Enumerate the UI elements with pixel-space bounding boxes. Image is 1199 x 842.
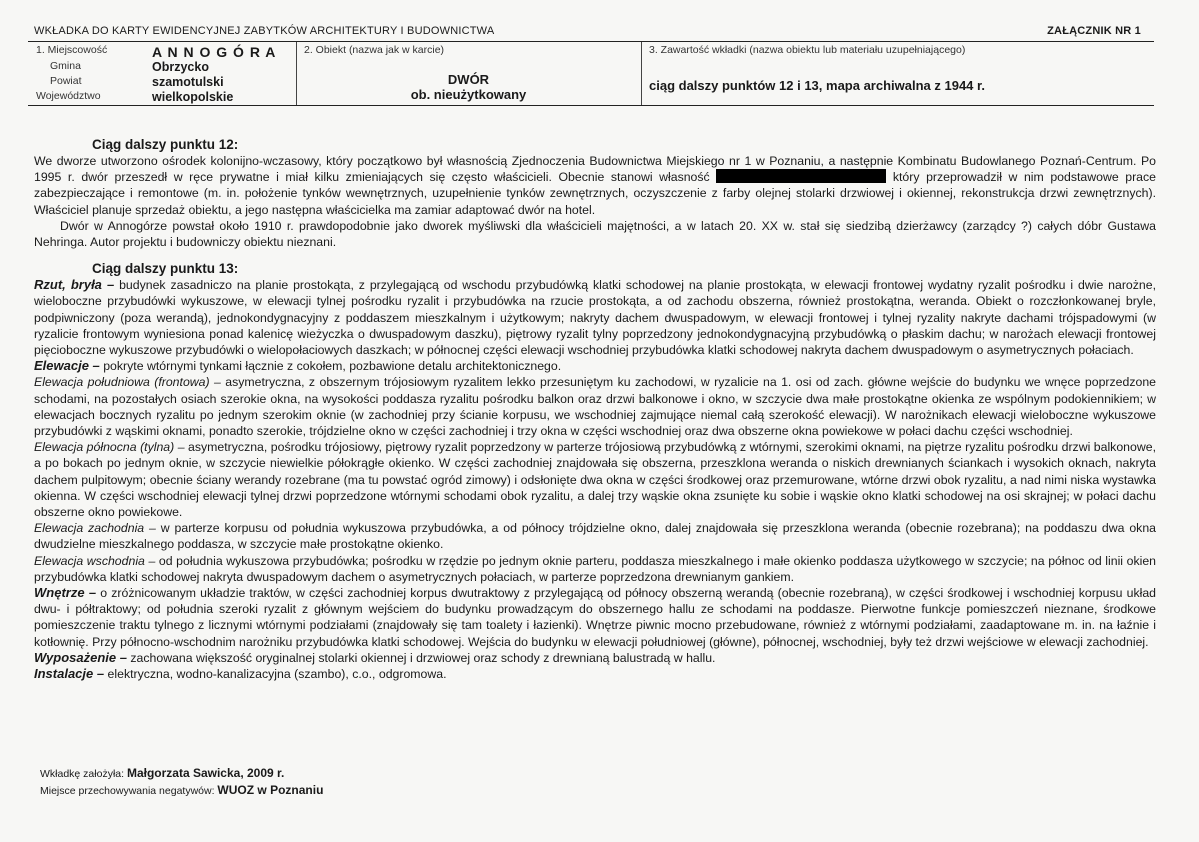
- elewacja-zachodnia-paragraph: [34, 520, 1156, 552]
- instalacje-label: Instalacje –: [34, 666, 105, 682]
- author-line: [40, 765, 323, 782]
- contents-column: [641, 42, 1154, 105]
- gmina-row: [28, 60, 296, 75]
- powiat-row: [28, 75, 296, 90]
- elewacja-polnocna-label: Elewacja północna (tylna) –: [34, 440, 185, 455]
- section-12-paragraph-2: Dwór w Annogórze powstał około 1910 r. prawdopodobnie jako dworek myśliwski dla właścicieli majętności, a w latach 20. XX w. stał się siedzibą dzierżawcy (zarządcy ?) całych dóbr Gustawa Nehringa. Autor projektu i budowniczy obiektu nieznani.: [34, 218, 1156, 250]
- elewacja-wschodnia-text: od południa wykuszowa przybudówka; pośrodku w rzędzie po jednym oknie parteru, poddasza mieszkalnego i małe okienko poddasza użytkowego w szczycie; na północ od linii okien przybudówka klatki schodowej nakryta dwuspadowym dachem o asymetrycznych połaciach, w parterze poprzedzona drewnianym gankiem.: [34, 553, 1157, 584]
- header-table: [28, 41, 1154, 106]
- location-column: [28, 42, 297, 105]
- rzut-text: budynek zasadniczo na planie prostokąta, z przylegającą od wschodu przybudówką klatki schodowej na planie prostokąta, w elewacji frontowej wydatny ryzalit pośrodku i dwie narożne, wieloboczne przybudówki wykuszowe, w elewacji tylnej pośrodku ryzalit i przybudówka na rzucie prostokąta, a od zachodu obszerna, również prostokątna, weranda. Obiekt o rozczłonkowanej bryle, podpiwniczony (poza werandą), jednokondygnacyjny z poddaszem mieszkalnym i użytkowym; nakryty dachem dwuspadowym, w elewacji frontowej i tylnej ryzality nakryte dachami trójspadowymi (w ryzalicie frontowym wyniesiona ponad kalenicę wieżyczka o dwuspadowym daszku), piętrowy ryzalit tylny poprzedzony jednokondygnacyjną przybudówką o płaskim dachu; w narożach elewacji frontowej pięcioboczne wykuszowe przybudówki o wielopołaciowych daszkach; w północnej części elewacji wschodniej przybudówka klatki schodowej nakryta dachem dwuspadowym o asymetrycznych połaciach.: [34, 278, 1157, 358]
- object-line-2: ob. nieużytkowany: [410, 87, 527, 102]
- storage-value: WUOZ w Poznaniu: [217, 783, 324, 797]
- gmina-label: Gmina: [50, 60, 81, 72]
- author-value: Małgorzata Sawicka, 2009 r.: [126, 766, 285, 780]
- object-line-1: DWÓR: [447, 72, 490, 87]
- elewacja-polnocna-paragraph: [34, 439, 1156, 520]
- section-12-heading: Ciąg dalszy punktu 12:: [92, 137, 239, 152]
- storage-line: [40, 782, 323, 799]
- elewacja-poludniowa-label: Elewacja południowa (frontowa) –: [34, 375, 221, 390]
- section-12-text-a: We dworze utworzono ośrodek kolonijno-wczasowy, który początkowo był własnością Zjednoczenia Budownictwa Miejskiego nr 1 w Poznaniu, a następnie Kombinatu Budowlanego Poznań-Centrum. Po 1995 r. dwór przeszedł w ręce prywatne i miał kilku zmieniających się często właścicieli. Obecnie stanowi własność: [34, 154, 1156, 185]
- elewacje-paragraph: [34, 358, 1156, 374]
- form-top-line: [34, 25, 1151, 41]
- elewacja-polnocna-text: asymetryczna, pośrodku trójosiowy, piętrowy ryzalit poprzedzony w parterze trójosiową przybudówką z wtórnymi, szerokimi oknami, na piętrze ryzalitu pośrodku drzwi balkonowe, a po bokach po jednym oknie, w szczycie niewielkie półokrągłe okienko. W części zachodniej znajdowała się obszerna, przeszklona weranda o niskich drewnianych ściankach i wysokich oknach, nakryta dachem pulpitowym; obecnie ściany werandy rozebrane (ma tu powstać ogród zimowy) i odsłonięte dwa okna w części środkowej oraz przemurowane, wtórne drzwi obok ryzalitu, a nad nimi niska wystawka okienna. W części wschodniej elewacji tylnej drzwi poprzedzone wtórnymi schodami obok ryzalitu, a dalej trzy wąskie okna zsunięte ku sobie i wąskie okno klatki schodowej na osi skrajnej; w połaci dachu obszerne okno powiekowe.: [34, 440, 1156, 520]
- powiat-value: szamotulski: [152, 75, 224, 89]
- powiat-label: Powiat: [50, 75, 82, 87]
- instalacje-text: elektryczna, wodno-kanalizacyjna (szambo), c.o., odgromowa.: [107, 667, 447, 682]
- wnetrze-text: o zróżnicowanym układzie traktów, w części zachodniej korpus dwutraktowy z przylegającą od północy obszerną werandą (obecnie rozebraną), w części środkowej i wschodniej korpusu układ dwu- i półtraktowy; od południa szeroki ryzalit z głównym wejściem do budynku prowadzącym do obszernego hallu ze schodami na poddasze. Pierwotne funkcje pomieszczeń nieznane, środkowe pomieszczenie traktu tylnego z licznymi wtórnymi podziałami (znajdowały się tam toalety i łazienki). Wnętrze piwnic mocno przebudowane, również z wtórnymi podziałami, zaadaptowane m. in. na łaźnie i kotłownię. Przy północno-wschodnim narożniku przybudówka klatki schodowej. Wejścia do budynku w elewacji południowej (główne), północnej, wschodniej, były też drzwi wejściowe w elewacji zachodniej.: [34, 586, 1156, 649]
- wyposazenie-label: Wyposażenie –: [34, 649, 127, 665]
- wojewodztwo-value: wielkopolskie: [152, 90, 234, 104]
- wojewodztwo-label: Województwo: [36, 90, 101, 102]
- gmina-value: Obrzycko: [152, 60, 209, 74]
- section-13-heading: Ciąg dalszy punktu 13:: [92, 261, 239, 277]
- wyposazenie-paragraph: [34, 650, 1156, 666]
- contents-label: 3. Zawartość wkładki (nazwa obiektu lub materiału uzupełniającego): [649, 44, 966, 56]
- elewacja-poludniowa-paragraph: [34, 374, 1156, 439]
- elewacja-wschodnia-paragraph: [34, 553, 1156, 585]
- elewacje-text: pokryte wtórnymi tynkami łącznie z cokołem, pozbawione detalu architektonicznego.: [103, 359, 562, 374]
- object-label: 2. Obiekt (nazwa jak w karcie): [304, 44, 445, 56]
- contents-value: ciąg dalszy punktów 12 i 13, mapa archiwalna z 1944 r.: [649, 78, 985, 93]
- wnetrze-label: Wnętrze –: [34, 585, 97, 601]
- instalacje-paragraph: [34, 666, 1156, 682]
- miejscowosc-value: A N N O G Ó R A: [152, 44, 277, 60]
- attachment-number: ZAŁĄCZNIK NR 1: [1047, 25, 1141, 37]
- elewacja-wschodnia-label: Elewacja wschodnia –: [34, 553, 156, 568]
- rzut-label: Rzut, bryła –: [34, 277, 115, 293]
- document-footer: [40, 765, 323, 799]
- form-title: WKŁADKA DO KARTY EWIDENCYJNEJ ZABYTKÓW ARCHITEKTURY I BUDOWNICTWA: [34, 25, 495, 37]
- section-12-paragraph-1: [34, 153, 1156, 218]
- elewacja-zachodnia-text: w parterze korpusu od południa wykuszowa przybudówka, a od północy trójdzielne okno, dalej znajdowała się przeszklona weranda (obecnie rozebrana); na poddaszu dwa okna dwudzielne mieszkalnego poddasza, w szczycie małe prostokątne okienko.: [34, 521, 1157, 552]
- object-column: [296, 42, 642, 105]
- redacted-owner-block: [716, 169, 886, 183]
- elewacje-label: Elewacje –: [34, 358, 100, 374]
- elewacja-zachodnia-label: Elewacja zachodnia –: [34, 521, 156, 536]
- miejscowosc-row: [28, 44, 296, 59]
- wojewodztwo-row: [28, 90, 296, 105]
- elewacja-poludniowa-text: asymetryczna, z obszernym trójosiowym ryzalitem lekko przesuniętym ku zachodowi, w ryzalicie na 1. osi od zach. główne wejście do budynku we wnęce poprzedzone schodami, na pozostałych osiach szerokie okna, na wysokości poddasza ryzalitu pośrodku balkon oraz drzwi balkonowe i okno, w szczycie dwa małe prostokątne okienka ze wspólnym podokiennikiem; w elewacjach bocznych ryzalitu po jednym szerokim oknie (w zachodniej przy ścianie korpusu, we wschodniej zajmujące niemal całą szerokość elewacji). W narożnikach elewacji wieloboczne wykuszowe przybudówki z wąskimi oknami, ponadto szerokie, trójdzielne okno w części zachodniej i trzy okna w części wschodniej oraz dwa obszerne okna powiekowe w połaci dachu części wschodniej.: [34, 375, 1156, 439]
- object-name: [296, 72, 641, 102]
- rzut-paragraph: [34, 277, 1156, 358]
- miejscowosc-label: 1. Miejscowość: [36, 44, 108, 56]
- document-body: [34, 136, 1156, 682]
- storage-label: Miejsce przechowywania negatywów:: [40, 785, 215, 797]
- wyposazenie-text: zachowana większość oryginalnej stolarki okiennej i drzwiowej oraz schody z drewnianą balustradą w hallu.: [130, 650, 716, 665]
- section-12-text-b: który przeprowadził w nim podstawowe prace zabezpieczające i remontowe (m. in. położenie tynków wewnętrznych, uzupełnienie tynków zewnętrznych, oczyszczenie z farby olejnej stolarki drzwiowej i okiennej, rekonstrukcja drzwi zewnętrznych). Właściciel planuje sprzedaż obiektu, a jego następna właścicielka ma zamiar adaptować dwór na hotel.: [34, 170, 1157, 217]
- author-label: Wkładkę założyła:: [40, 768, 125, 780]
- wnetrze-paragraph: [34, 585, 1156, 650]
